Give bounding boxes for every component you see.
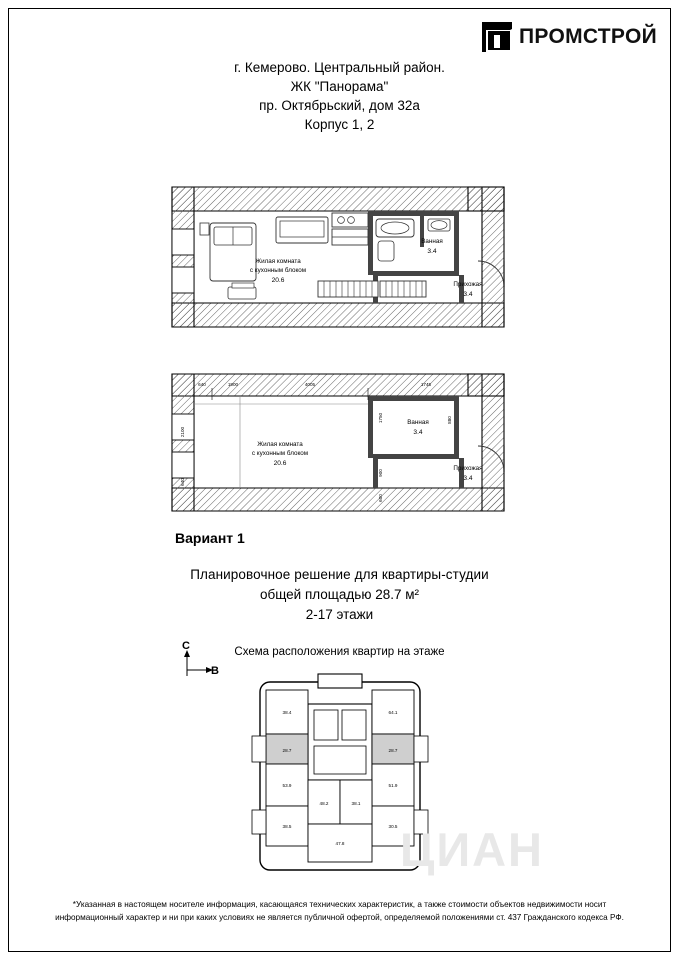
svg-text:640: 640: [198, 382, 206, 387]
compass-north-label: С: [182, 640, 190, 652]
floor-plan-furnished: [168, 183, 508, 336]
disclaimer-line-2: информационный характер и ни при каких условиях не является публичной офертой, определяемой положениями ст. 437 Гражданского кодекса РФ.: [55, 913, 624, 922]
svg-text:Жилая комната: Жилая комната: [257, 441, 303, 448]
brand-logo: [482, 22, 657, 52]
svg-text:900: 900: [378, 469, 383, 477]
svg-text:51.9: 51.9: [388, 783, 398, 788]
svg-text:1750: 1750: [378, 412, 383, 424]
svg-text:Прихожая: Прихожая: [453, 281, 483, 288]
svg-text:3.4: 3.4: [413, 429, 423, 436]
svg-text:2100: 2100: [180, 426, 185, 438]
title-line-2: ЖК "Панорама": [290, 79, 389, 94]
svg-text:20.6: 20.6: [271, 277, 285, 284]
svg-text:20.6: 20.6: [273, 460, 287, 467]
svg-text:28.7: 28.7: [388, 748, 398, 753]
plan-description: [0, 565, 679, 625]
page-title: [0, 58, 679, 134]
svg-text:Ванная: Ванная: [421, 238, 443, 245]
svg-text:600: 600: [378, 494, 383, 502]
scheme-caption: Схема расположения квартир на этаже: [234, 646, 445, 658]
house-logo-icon: [482, 22, 512, 52]
svg-text:48.2: 48.2: [319, 801, 329, 806]
svg-text:3.4: 3.4: [427, 248, 437, 255]
svg-text:1900: 1900: [227, 382, 239, 387]
floor-plan-dimensions: [168, 370, 508, 520]
svg-text:с кухонным блоком: с кухонным блоком: [249, 267, 307, 274]
svg-text:38.4: 38.4: [282, 710, 292, 715]
svg-text:30.5: 30.5: [388, 824, 398, 829]
svg-text:4005: 4005: [304, 382, 316, 387]
svg-text:3.4: 3.4: [463, 475, 473, 482]
watermark: ЦИАН: [400, 823, 544, 876]
description-line-3: 2-17 этажи: [305, 607, 374, 622]
svg-text:с кухонным блоком: с кухонным блоком: [251, 450, 309, 457]
brand-name: ПРОМСТРОЙ: [519, 25, 657, 48]
svg-text:38.1: 38.1: [351, 801, 361, 806]
svg-text:28.7: 28.7: [282, 748, 292, 753]
title-line-4: Корпус 1, 2: [304, 117, 375, 132]
svg-text:Жилая комната: Жилая комната: [255, 258, 301, 265]
svg-text:53.9: 53.9: [282, 783, 292, 788]
disclaimer-line-1: *Указанная в настоящем носителе информация, касающаяся технических характеристик, а также стоимости объектов недвижимости носит: [72, 900, 607, 909]
title-line-1: г. Кемерово. Центральный район.: [234, 60, 445, 75]
svg-text:640: 640: [180, 478, 185, 486]
legal-disclaimer: [28, 898, 651, 924]
description-line-2: общей площадью 28.7 м²: [259, 587, 420, 602]
svg-text:Прихожая: Прихожая: [453, 465, 483, 472]
svg-text:3.4: 3.4: [463, 291, 473, 298]
svg-text:1745: 1745: [420, 382, 432, 387]
svg-text:38.5: 38.5: [282, 824, 292, 829]
svg-text:880: 880: [447, 416, 452, 424]
title-line-3: пр. Октябрьский, дом 32а: [259, 98, 420, 113]
svg-text:47.8: 47.8: [335, 841, 345, 846]
svg-text:Ванная: Ванная: [407, 419, 429, 426]
description-line-1: Планировочное решение для квартиры-студии: [190, 567, 489, 582]
compass-east-label: В: [211, 665, 219, 677]
variant-label: Вариант 1: [175, 530, 245, 546]
svg-text:64.1: 64.1: [388, 710, 398, 715]
